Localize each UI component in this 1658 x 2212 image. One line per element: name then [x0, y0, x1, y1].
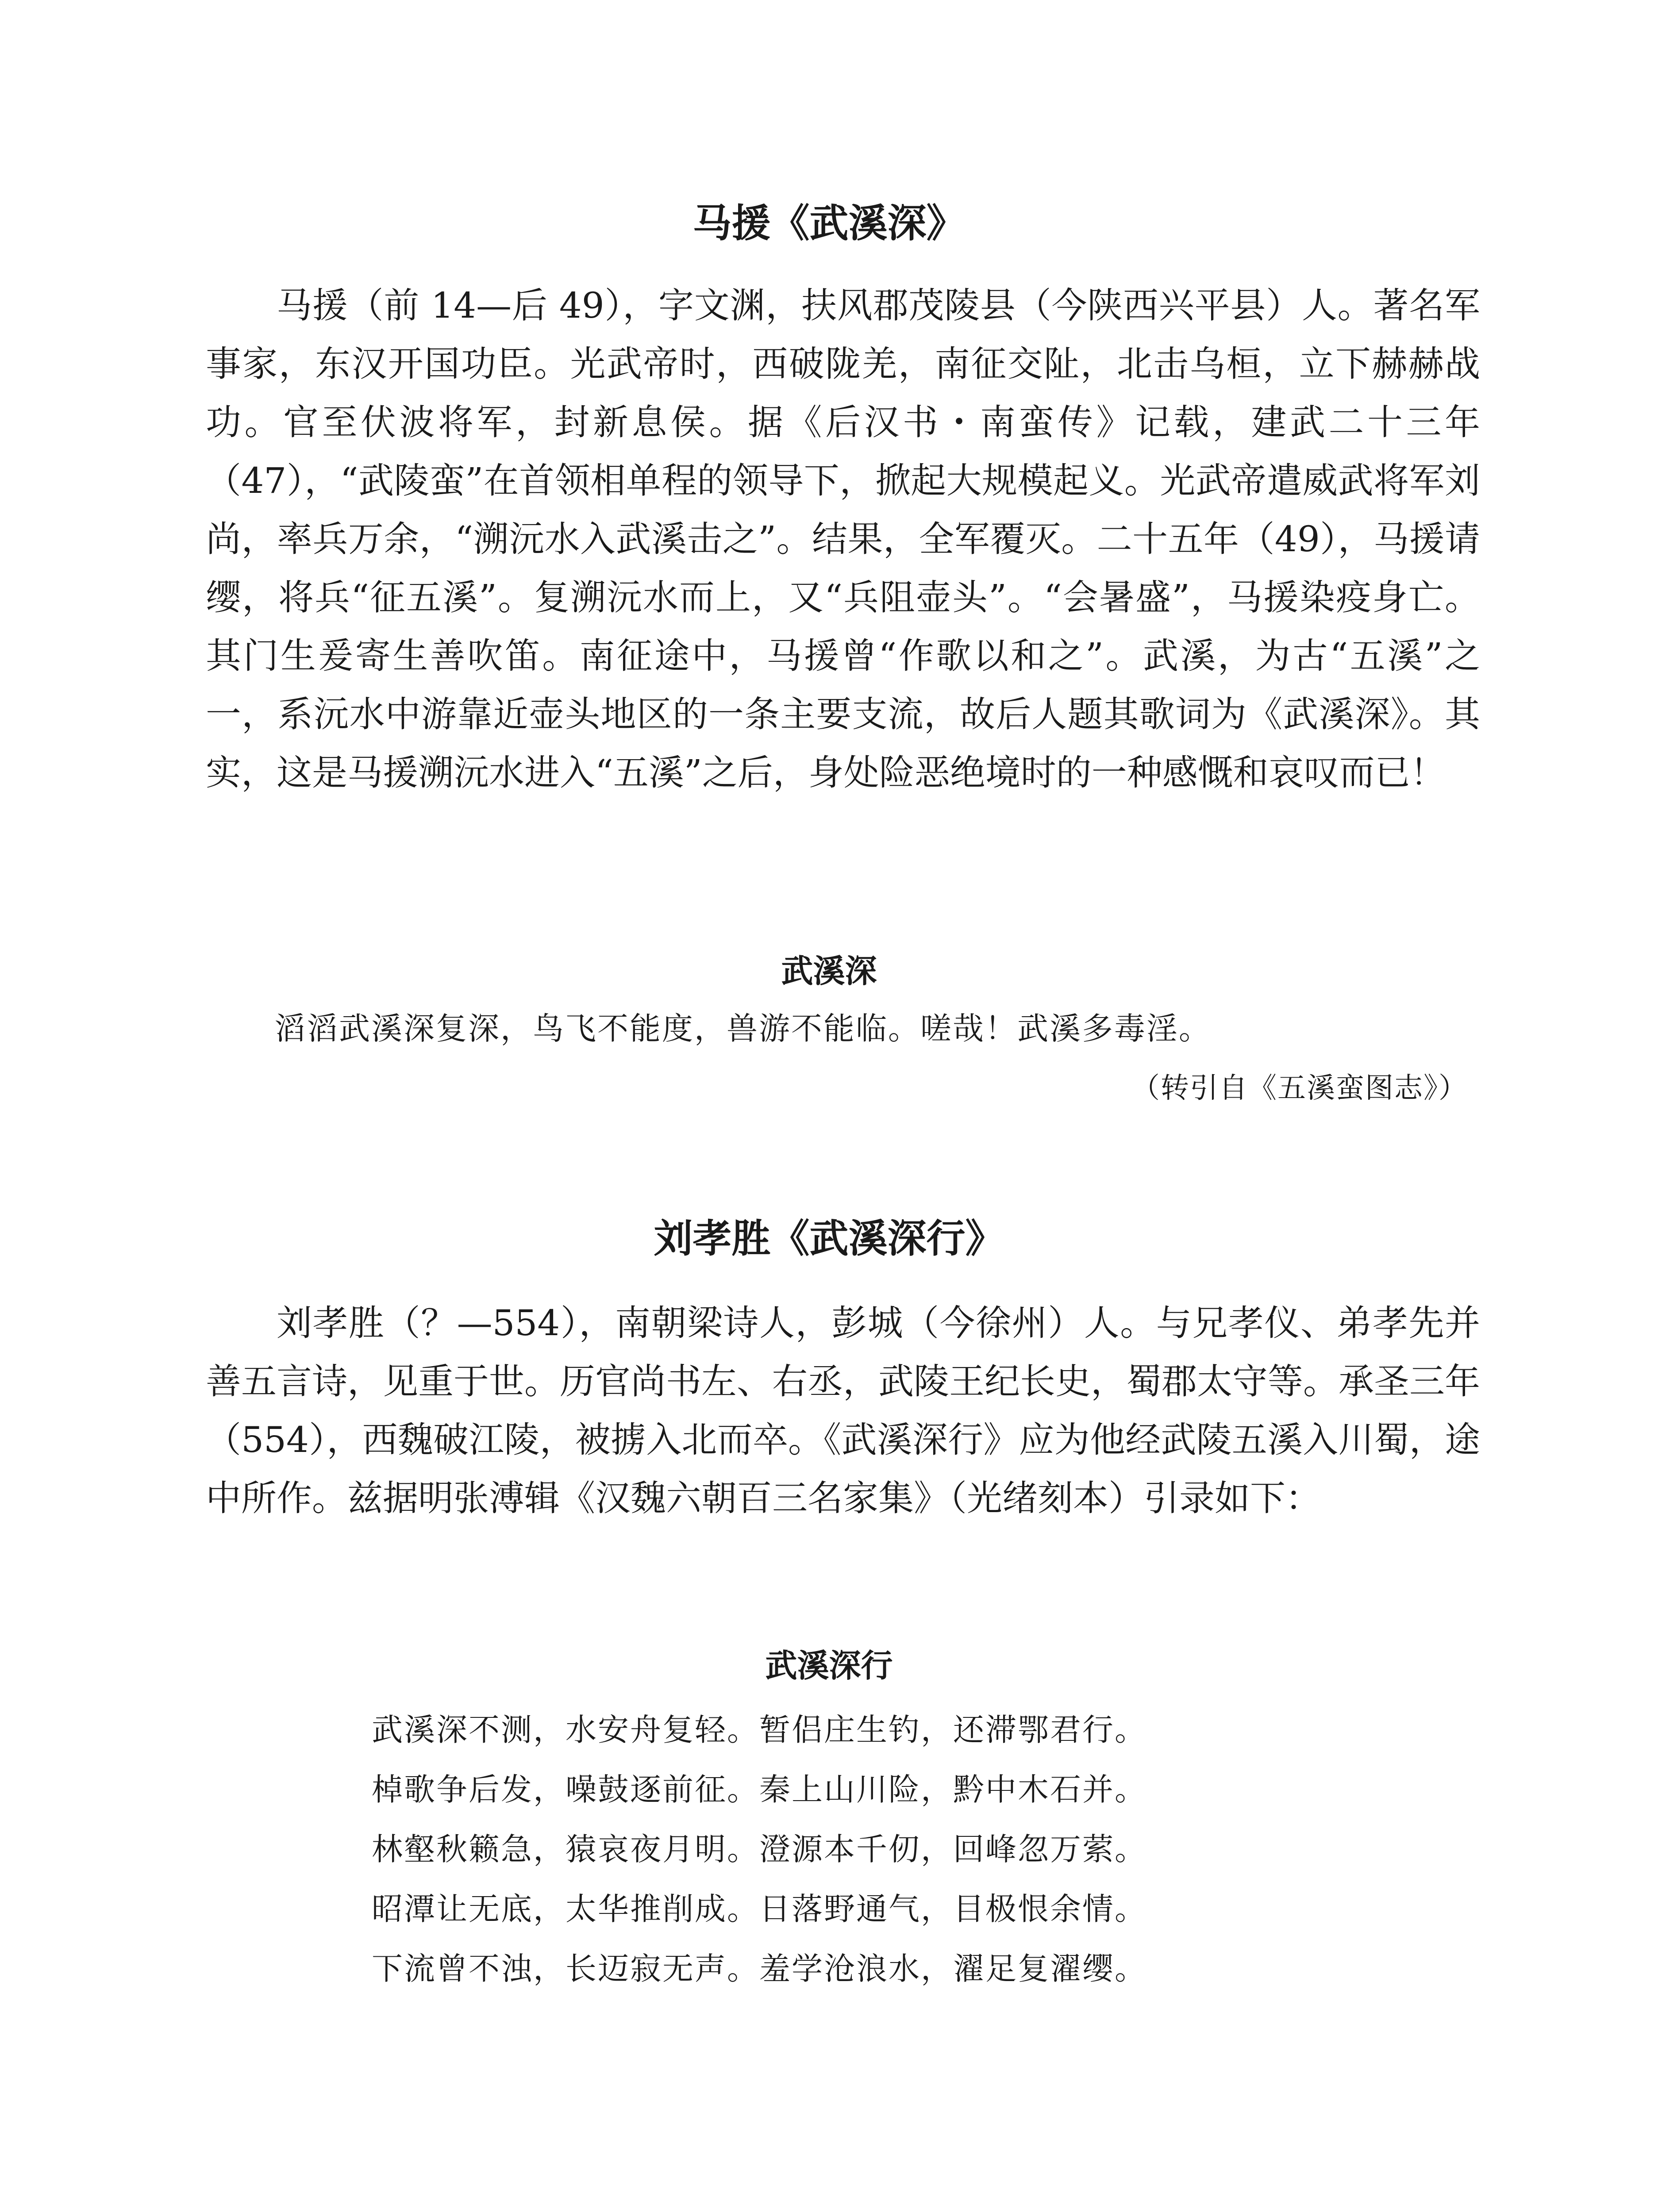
intro-text-liu-xiaosheng: 刘孝胜（？—554），南朝梁诗人，彭城（今徐州）人。与兄孝仪、弟孝先并善五言诗，见重于世。历官尚书左、右丞，武陵王纪长史，蜀郡太守等。承圣三年（554），西魏破江陵，被掳入北而卒。《武溪深行》应为他经武陵五溪入川蜀，途中所作。兹据明张溥辑《汉魏六朝百三名家集》（光绪刻本）引录如下：	[206, 1302, 1480, 1519]
poem-title-wuxishen: 武溪深	[781, 952, 877, 990]
poem-line-wuxishenxing-2: 棹歌争后发，噪鼓逐前征。秦上山川险，黔中木石并。	[372, 1771, 1147, 1808]
poem-line-wuxishenxing-1: 武溪深不测，水安舟复轻。暂侣庄生钓，还滞鄂君行。	[372, 1712, 1147, 1748]
section-title-ma-yuan: 马援《武溪深》	[692, 200, 966, 246]
source-citation: （转引自《五溪蛮图志》）	[1131, 1072, 1468, 1105]
section-title-liu-xiaosheng: 刘孝胜《武溪深行》	[654, 1216, 1004, 1261]
intro-text-ma-yuan: 马援（前 14—后 49），字文渊，扶风郡茂陵县（今陕西兴平县）人。著名军事家，东汉开国功臣。光武帝时，西破陇羌，南征交阯，北击乌桓，立下赫赫战功。官至伏波将军，封新息侯。据《后汉书・南蛮传》记载，建武二十三年（47），“武陵蛮”在首领相单程的领导下，掀起大规模起义。光武帝遣威武将军刘尚，率兵万余，“溯沅水入武溪击之”。结果，全军覆灭。二十五年（49），马援请缨，将兵“征五溪”。复溯沅水而上，又“兵阻壶头”。“会暑盛”，马援染疫身亡。其门生爰寄生善吹笛。南征途中，马援曾“作歌以和之”。武溪，为古“五溪”之一，系沅水中游靠近壶头地区的一条主要支流，故后人题其歌词为《武溪深》。其实，这是马援溯沅水进入“五溪”之后，身处险恶绝境时的一种感慨和哀叹而已！	[206, 285, 1480, 793]
poem-line-wuxishenxing-4: 昭潭让无底，太华推削成。日落野通气，目极恨余情。	[372, 1891, 1147, 1927]
poem-line-wuxishen-1: 滔滔武溪深复深，鸟飞不能度，兽游不能临。嗟哉！武溪多毒淫。	[274, 1010, 1211, 1047]
poem-title-wuxishenxing: 武溪深行	[765, 1647, 893, 1684]
poem-line-wuxishenxing-3: 林壑秋籁急，猿哀夜月明。澄源本千仞，回峰忽万萦。	[372, 1831, 1147, 1867]
poem-line-wuxishenxing-5: 下流曾不浊，长迈寂无声。羞学沧浪水，濯足复濯缨。	[372, 1951, 1147, 1987]
intro-paragraph-liu-xiaosheng	[206, 1294, 1480, 1528]
intro-paragraph-ma-yuan	[206, 276, 1480, 802]
